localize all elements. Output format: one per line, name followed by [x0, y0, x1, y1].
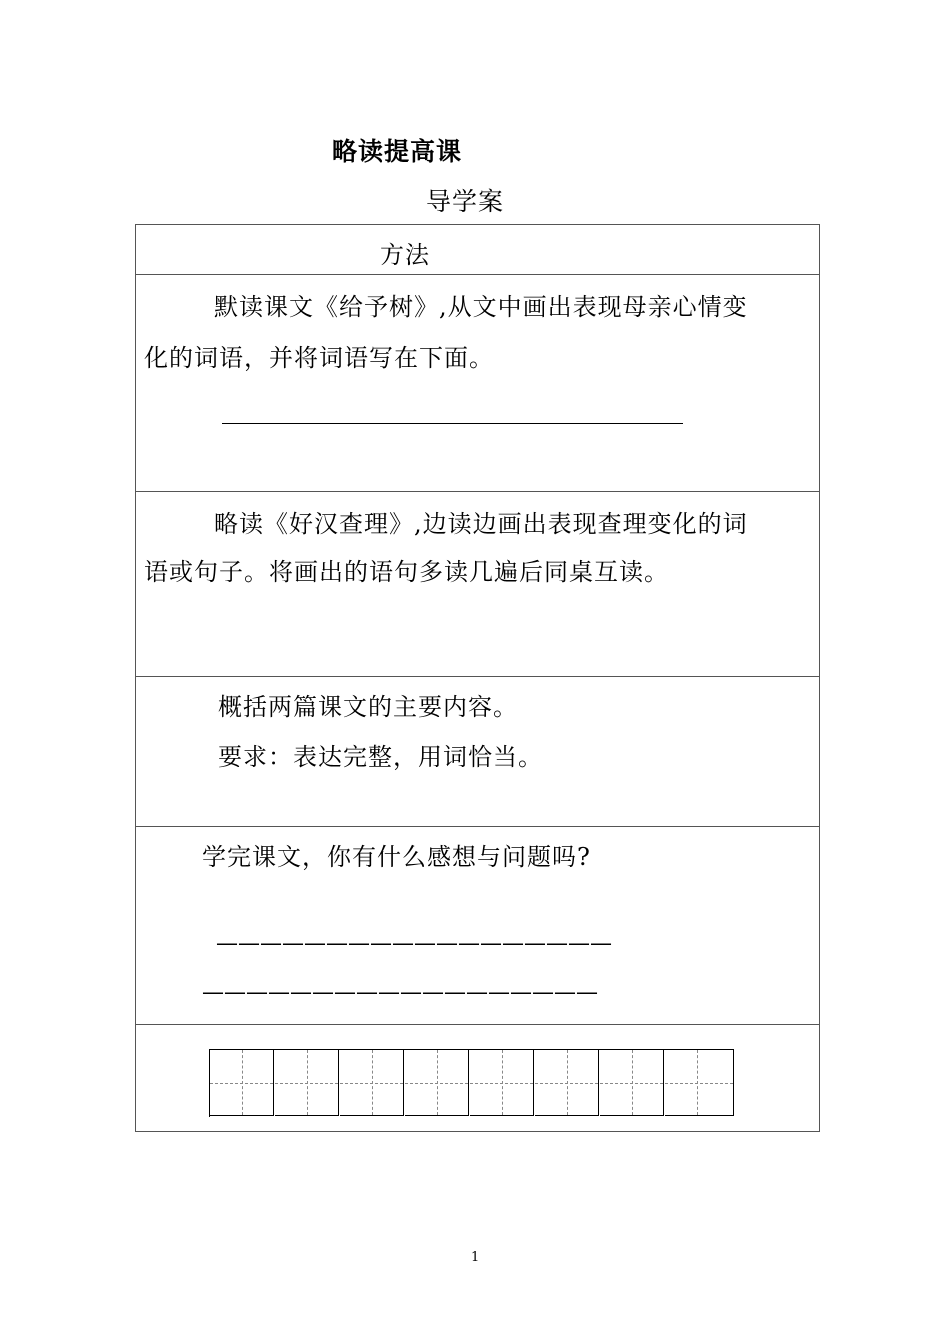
- section-text-line1: 默读课文《给予树》,从文中画出表现母亲心情变: [214, 293, 748, 321]
- worksheet-table: [135, 224, 820, 1132]
- answer-dash-line[interactable]: ——————————————————: [216, 931, 612, 956]
- grid-cell[interactable]: [275, 1050, 339, 1116]
- section-summary: [136, 677, 819, 827]
- section-writing-grid: [136, 1025, 819, 1131]
- answer-dash-line[interactable]: ——————————————————: [202, 980, 598, 1005]
- grid-cell[interactable]: [405, 1050, 469, 1116]
- section-text-line1: 略读《好汉查理》,边读边画出表现查理变化的词: [214, 510, 748, 538]
- table-header: 方法: [380, 241, 430, 269]
- section-text-line2: 要求：表达完整，用词恰当。: [218, 743, 543, 771]
- section-skim-reading: [136, 492, 819, 677]
- section-silent-reading: [136, 275, 819, 492]
- grid-cell[interactable]: [535, 1050, 599, 1116]
- grid-cell[interactable]: [470, 1050, 534, 1116]
- answer-line[interactable]: [222, 423, 683, 424]
- section-text-line1: 概括两篇课文的主要内容。: [218, 693, 518, 721]
- page-number: 1: [471, 1250, 480, 1265]
- section-text-line2: 语或句子。将画出的语句多读几遍后同桌互读。: [144, 558, 669, 586]
- grid-cell[interactable]: [210, 1050, 274, 1116]
- section-reflection: [136, 827, 819, 1025]
- grid-cell[interactable]: [665, 1050, 734, 1116]
- grid-cell[interactable]: [340, 1050, 404, 1116]
- page-title: 略读提高课: [332, 137, 463, 166]
- writing-grid[interactable]: [209, 1049, 734, 1117]
- section-text-line2: 化的词语，并将词语写在下面。: [144, 344, 494, 372]
- table-header-row: [136, 225, 819, 275]
- section-text-line1: 学完课文，你有什么感想与问题吗?: [202, 843, 591, 871]
- page-subtitle: 导学案: [426, 187, 505, 216]
- grid-cell[interactable]: [600, 1050, 664, 1116]
